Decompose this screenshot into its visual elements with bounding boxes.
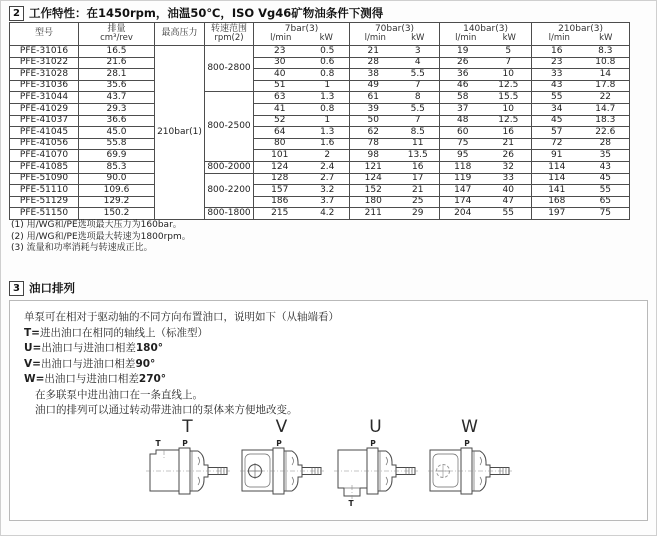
- model-cell: PFE-51090: [10, 173, 79, 185]
- power-cell: 45: [582, 173, 630, 185]
- table-row: [10, 115, 630, 127]
- flow-cell: 21: [350, 46, 397, 58]
- model-cell: PFE-41037: [10, 115, 79, 127]
- svg-text:P: P: [275, 439, 282, 448]
- flow-cell: 16: [532, 46, 582, 58]
- flow-cell: 204: [440, 208, 486, 220]
- flow-cell: 37: [440, 103, 486, 115]
- flow-cell: 95: [440, 150, 486, 162]
- displacement-cell: 150.2: [79, 208, 155, 220]
- speed-range-cell: 800-1800: [205, 208, 254, 220]
- flow-cell: 40: [254, 69, 306, 81]
- power-cell: 43: [582, 161, 630, 173]
- flow-cell: 63: [254, 92, 306, 104]
- flow-cell: 45: [532, 115, 582, 127]
- flow-cell: 168: [532, 196, 582, 208]
- diagram-V: [238, 417, 326, 507]
- power-cell: 12.5: [486, 115, 532, 127]
- diagram-T: [144, 417, 232, 507]
- model-cell: PFE-41070: [10, 150, 79, 162]
- flow-cell: 43: [532, 80, 582, 92]
- table-row: [10, 138, 630, 150]
- power-cell: 21: [486, 138, 532, 150]
- power-cell: 0.8: [306, 103, 350, 115]
- power-cell: 2: [306, 150, 350, 162]
- flow-cell: 78: [350, 138, 397, 150]
- svg-text:P: P: [369, 439, 376, 448]
- power-cell: 65: [582, 196, 630, 208]
- pump-drawing-V-icon: [239, 437, 325, 507]
- power-cell: 5.5: [397, 103, 440, 115]
- oil-port-text: [10, 301, 647, 419]
- svg-text:T: T: [154, 439, 161, 448]
- pump-drawing-T-icon: [145, 437, 231, 507]
- flow-cell: 157: [254, 185, 306, 197]
- flow-cell: 60: [440, 127, 486, 139]
- section2-title-text: 工作特性：在1450rpm，油温50℃，ISO Vg46矿物油条件下测得: [29, 6, 384, 20]
- power-cell: 55: [582, 185, 630, 197]
- diagram-label: U: [369, 417, 382, 437]
- max-pressure-cell: 210bar(1): [155, 46, 205, 220]
- section2-heading: [9, 5, 383, 21]
- power-cell: 14.7: [582, 103, 630, 115]
- flow-cell: 124: [254, 161, 306, 173]
- power-cell: 14: [582, 69, 630, 81]
- speed-range-cell: 800-2000: [205, 161, 254, 173]
- displacement-cell: 90.0: [79, 173, 155, 185]
- model-cell: PFE-51129: [10, 196, 79, 208]
- flow-cell: 36: [440, 69, 486, 81]
- speed-range-cell: 800-2200: [205, 173, 254, 208]
- flow-cell: 124: [350, 173, 397, 185]
- flow-cell: 101: [254, 150, 306, 162]
- power-cell: 40: [486, 185, 532, 197]
- displacement-cell: 109.6: [79, 185, 155, 197]
- svg-text:P: P: [463, 439, 470, 448]
- flow-cell: 30: [254, 57, 306, 69]
- flow-cell: 147: [440, 185, 486, 197]
- col-header-7bar: 7bar(3) l/min kW: [254, 23, 350, 46]
- def-line-u: U=出油口与进油口相差180°: [24, 342, 163, 354]
- power-cell: 0.5: [306, 46, 350, 58]
- col-header-model: 型号: [10, 23, 79, 46]
- col-header-70bar: 70bar(3) l/min kW: [350, 23, 440, 46]
- power-cell: 7: [397, 115, 440, 127]
- power-cell: 1.3: [306, 92, 350, 104]
- table-row: [10, 103, 630, 115]
- power-cell: 7: [397, 80, 440, 92]
- flow-cell: 39: [350, 103, 397, 115]
- performance-table: [9, 22, 630, 220]
- power-cell: 10.8: [582, 57, 630, 69]
- displacement-cell: 43.7: [79, 92, 155, 104]
- diagram-label: T: [182, 417, 193, 437]
- flow-cell: 46: [440, 80, 486, 92]
- note-line: 油口的排列可以通过转动带进油口的泵体来方便地改变。: [35, 404, 298, 416]
- flow-cell: 186: [254, 196, 306, 208]
- col-header-140bar: 140bar(3) l/min kW: [440, 23, 532, 46]
- displacement-cell: 16.5: [79, 46, 155, 58]
- displacement-cell: 129.2: [79, 196, 155, 208]
- flow-cell: 91: [532, 150, 582, 162]
- power-cell: 0.6: [306, 57, 350, 69]
- diagram-label: V: [275, 417, 288, 437]
- flow-cell: 114: [532, 161, 582, 173]
- power-cell: 35: [582, 150, 630, 162]
- def-line-w: W=出油口与进油口相差270°: [24, 373, 167, 385]
- def-line-t: T=进出油口在相同的轴线上（标准型）: [24, 326, 208, 339]
- displacement-cell: 21.6: [79, 57, 155, 69]
- section2-number-box: 2: [9, 6, 24, 21]
- power-cell: 8.3: [582, 46, 630, 58]
- col-header-max-pressure: 最高压力: [155, 23, 205, 46]
- table-row: [10, 161, 630, 173]
- power-cell: 16: [486, 127, 532, 139]
- model-cell: PFE-31022: [10, 57, 79, 69]
- flow-cell: 180: [350, 196, 397, 208]
- model-cell: PFE-41045: [10, 127, 79, 139]
- flow-cell: 52: [254, 115, 306, 127]
- speed-range-cell: 800-2500: [205, 92, 254, 162]
- flow-cell: 48: [440, 115, 486, 127]
- model-cell: PFE-41085: [10, 161, 79, 173]
- power-cell: 55: [486, 208, 532, 220]
- table-row: [10, 57, 630, 69]
- power-cell: 25: [397, 196, 440, 208]
- model-cell: PFE-31044: [10, 92, 79, 104]
- displacement-cell: 69.9: [79, 150, 155, 162]
- power-cell: 5: [486, 46, 532, 58]
- power-cell: 33: [486, 173, 532, 185]
- table-row: [10, 185, 630, 197]
- power-cell: 3: [397, 46, 440, 58]
- footnote: (2) 用/WG和/PE选项最大转速为1800rpm。: [11, 231, 191, 242]
- model-cell: PFE-41029: [10, 103, 79, 115]
- table-row: [10, 127, 630, 139]
- power-cell: 0.8: [306, 69, 350, 81]
- power-cell: 10: [486, 103, 532, 115]
- power-cell: 1.3: [306, 127, 350, 139]
- displacement-cell: 45.0: [79, 127, 155, 139]
- pump-drawing-W-icon: [427, 437, 513, 507]
- svg-text:P: P: [181, 439, 188, 448]
- flow-cell: 33: [532, 69, 582, 81]
- flow-cell: 72: [532, 138, 582, 150]
- flow-cell: 64: [254, 127, 306, 139]
- flow-cell: 211: [350, 208, 397, 220]
- power-cell: 8.5: [397, 127, 440, 139]
- power-cell: 2.7: [306, 173, 350, 185]
- power-cell: 26: [486, 150, 532, 162]
- svg-text:T: T: [347, 499, 354, 507]
- displacement-cell: 35.6: [79, 80, 155, 92]
- model-cell: PFE-31036: [10, 80, 79, 92]
- table-row: [10, 46, 630, 58]
- power-cell: 1: [306, 115, 350, 127]
- power-cell: 7: [486, 57, 532, 69]
- flow-cell: 98: [350, 150, 397, 162]
- flow-cell: 61: [350, 92, 397, 104]
- table-row: [10, 173, 630, 185]
- flow-cell: 19: [440, 46, 486, 58]
- flow-cell: 141: [532, 185, 582, 197]
- section3-number-box: 3: [9, 281, 24, 296]
- footnote: (3) 流量和功率消耗与转速成正比。: [11, 243, 153, 253]
- flow-cell: 55: [532, 92, 582, 104]
- table-row: [10, 92, 630, 104]
- diagram-U: [332, 417, 420, 507]
- footnote: (1) 用/WG和/PE选项最大压力为160bar。: [11, 220, 182, 230]
- power-cell: 17: [397, 173, 440, 185]
- power-cell: 47: [486, 196, 532, 208]
- power-cell: 11: [397, 138, 440, 150]
- power-cell: 5.5: [397, 69, 440, 81]
- power-cell: 32: [486, 161, 532, 173]
- power-cell: 4: [397, 57, 440, 69]
- col-header-210bar: 210bar(3) l/min kW: [532, 23, 630, 46]
- power-cell: 28: [582, 138, 630, 150]
- flow-cell: 114: [532, 173, 582, 185]
- oil-port-panel: [9, 300, 648, 521]
- table-header-row: [10, 23, 630, 46]
- model-cell: PFE-31016: [10, 46, 79, 58]
- spec-table-body: [10, 46, 630, 220]
- flow-cell: 41: [254, 103, 306, 115]
- flow-cell: 49: [350, 80, 397, 92]
- diagram-label: W: [461, 417, 478, 437]
- displacement-cell: 36.6: [79, 115, 155, 127]
- flow-cell: 215: [254, 208, 306, 220]
- table-row: [10, 208, 630, 220]
- power-cell: 10: [486, 69, 532, 81]
- section3-heading: [9, 280, 75, 296]
- power-cell: 29: [397, 208, 440, 220]
- flow-cell: 34: [532, 103, 582, 115]
- flow-cell: 121: [350, 161, 397, 173]
- power-cell: 22.6: [582, 127, 630, 139]
- table-row: [10, 80, 630, 92]
- section3-title-text: 油口排列: [29, 281, 75, 295]
- flow-cell: 58: [440, 92, 486, 104]
- flow-cell: 152: [350, 185, 397, 197]
- model-cell: PFE-41056: [10, 138, 79, 150]
- table-row: [10, 150, 630, 162]
- flow-cell: 174: [440, 196, 486, 208]
- def-line-v: V=出油口与进油口相差90°: [24, 357, 156, 370]
- col-header-displacement: 排量 cm³/rev: [79, 23, 155, 46]
- intro-line: 单泵可在相对于驱动轴的不同方向布置油口，说明如下（从轴端看）: [24, 311, 339, 323]
- power-cell: 75: [582, 208, 630, 220]
- pump-drawing-U-icon: [333, 437, 419, 507]
- table-row: [10, 196, 630, 208]
- table-row: [10, 69, 630, 81]
- port-diagrams: [10, 417, 647, 507]
- power-cell: 21: [397, 185, 440, 197]
- power-cell: 3.7: [306, 196, 350, 208]
- flow-cell: 50: [350, 115, 397, 127]
- flow-cell: 119: [440, 173, 486, 185]
- flow-cell: 51: [254, 80, 306, 92]
- footnotes: [11, 220, 191, 255]
- col-header-speed-range: 转速范围 rpm(2): [205, 23, 254, 46]
- flow-cell: 197: [532, 208, 582, 220]
- flow-cell: 38: [350, 69, 397, 81]
- flow-cell: 57: [532, 127, 582, 139]
- displacement-cell: 85.3: [79, 161, 155, 173]
- power-cell: 13.5: [397, 150, 440, 162]
- model-cell: PFE-31028: [10, 69, 79, 81]
- flow-cell: 128: [254, 173, 306, 185]
- power-cell: 8: [397, 92, 440, 104]
- speed-range-cell: 800-2800: [205, 46, 254, 92]
- flow-cell: 28: [350, 57, 397, 69]
- flow-cell: 75: [440, 138, 486, 150]
- flow-cell: 118: [440, 161, 486, 173]
- power-cell: 18.3: [582, 115, 630, 127]
- power-cell: 4.2: [306, 208, 350, 220]
- flow-cell: 80: [254, 138, 306, 150]
- power-cell: 17.8: [582, 80, 630, 92]
- diagram-W: [426, 417, 514, 507]
- flow-cell: 62: [350, 127, 397, 139]
- displacement-cell: 28.1: [79, 69, 155, 81]
- power-cell: 12.5: [486, 80, 532, 92]
- displacement-cell: 29.3: [79, 103, 155, 115]
- power-cell: 2.4: [306, 161, 350, 173]
- note-line: 在多联泵中进出油口在一条直线上。: [35, 388, 203, 401]
- power-cell: 3.2: [306, 185, 350, 197]
- displacement-cell: 55.8: [79, 138, 155, 150]
- model-cell: PFE-51150: [10, 208, 79, 220]
- flow-cell: 26: [440, 57, 486, 69]
- power-cell: 1: [306, 80, 350, 92]
- model-cell: PFE-51110: [10, 185, 79, 197]
- power-cell: 16: [397, 161, 440, 173]
- power-cell: 22: [582, 92, 630, 104]
- power-cell: 1.6: [306, 138, 350, 150]
- flow-cell: 23: [254, 46, 306, 58]
- flow-cell: 23: [532, 57, 582, 69]
- power-cell: 15.5: [486, 92, 532, 104]
